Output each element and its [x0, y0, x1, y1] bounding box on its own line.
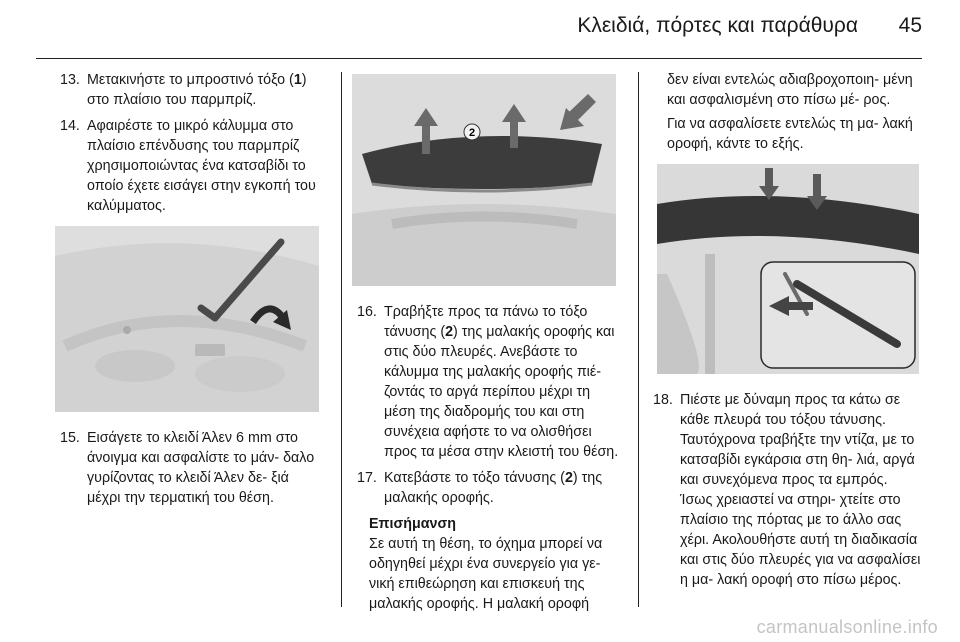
step-17	[357, 468, 625, 508]
header-divider	[36, 58, 922, 59]
step-text: Εισάγετε το κλειδί Άλεν 6 mm στο άνοιγμα και ασφαλίστε το μάν- δαλο γυρίζοντας το κλειδί Άλεν δε- ξιά μέχρι την τερματική του θέση.	[87, 430, 315, 506]
column-3	[653, 70, 923, 596]
reference-number: 2	[445, 324, 454, 340]
step-text: Πιέστε με δύναμη προς τα κάτω σε κάθε πλευρά του τόξου τάνυσης. Ταυτόχρονα τραβήξτε την ντίζα, με το κατσαβίδι εγκάρσια στη θη- λιά, αργά και συνεχόμενα προς τα εμπρός. Ίσως χρειαστεί να στηρι- χτείτε στο πλαίσιο της πόρτας με το άλλο σας χέρι. Ακολουθήστε αυτή τη διαδικασία και στις δύο πλευρές για να ασφαλίσει η μα- λακή οροφή στο πίσω μέρος.	[680, 392, 921, 588]
step-number: 14.	[60, 118, 80, 134]
page-number: 45	[898, 14, 922, 37]
step-text: ) της μαλακής οροφής και στις δύο πλευρές. Ανεβάστε το κάλυμμα της μαλακής οροφής πιέ- ζοντάς το αργά περίπου μέχρι τη μέση της διαδρομής του και στη συνέχεια αφήστε το να ολισθήσει προς τα μέσα στην κλειστή του θέση.	[384, 324, 619, 460]
step-number: 15.	[60, 430, 80, 446]
callout-label: 2	[468, 127, 476, 139]
page-header	[0, 0, 960, 60]
step-text: Αφαιρέστε το μικρό κάλυμμα στο πλαίσιο επένδυσης του παρμπρίζ χρησιμοποιώντας ένα κατσαβίδι το οποίο έχετε εισάγει στην εγκοπή του καλύμματος.	[87, 118, 316, 214]
step-14	[60, 116, 325, 216]
note-text: Σε αυτή τη θέση, το όχημα μπορεί να οδηγηθεί μέχρι ένα συνεργείο για γε- νική επιθεώρηση και επισκευή της μαλακής οροφής. Η μαλακή οροφή	[369, 536, 603, 612]
intro-text: Για να ασφαλίσετε εντελώς τη μα- λακή οροφή, κάντε το εξής.	[667, 116, 913, 152]
page-title: Κλειδιά, πόρτες και παράθυρα	[577, 14, 858, 37]
step-number: 13.	[60, 72, 80, 88]
step-number: 17.	[357, 470, 377, 486]
reference-number: 1	[293, 72, 302, 88]
step-text: Τραβήξτε προς τα πάνω το τόξο τάνυσης (	[384, 304, 588, 340]
watermark: carmanualsonline.info	[756, 617, 938, 637]
allen-key-illustration	[55, 226, 319, 412]
note-heading: Επισήμανση	[369, 516, 456, 532]
step-number: 18.	[653, 392, 673, 408]
column-1	[60, 70, 325, 514]
column-divider-2	[638, 72, 639, 607]
step-text: ) στο πλαίσιο του παρμπρίζ.	[87, 72, 307, 108]
column-divider-1	[341, 72, 342, 607]
step-text: Κατεβάστε το τόξο τάνυσης (	[384, 470, 565, 486]
step-18	[653, 390, 923, 590]
soft-top-tension-bow-illustration	[352, 74, 616, 286]
step-15	[60, 428, 325, 508]
step-13	[60, 70, 325, 110]
step-text: ) της μαλακής οροφής.	[384, 470, 603, 506]
rear-tension-bow-illustration	[657, 164, 919, 374]
step-16	[357, 302, 625, 462]
reference-number: 2	[564, 470, 573, 486]
windshield-frame-illustration	[55, 226, 319, 412]
step-text: Μετακινήστε το μπροστινό τόξο (	[87, 72, 294, 88]
step-number: 16.	[357, 304, 377, 320]
note-block	[357, 514, 625, 614]
column-2	[357, 70, 625, 618]
continued-note-text: δεν είναι εντελώς αδιαβροχοποιη- μένη και ασφαλισμένη στο πίσω μέ- ρος.	[667, 72, 913, 108]
